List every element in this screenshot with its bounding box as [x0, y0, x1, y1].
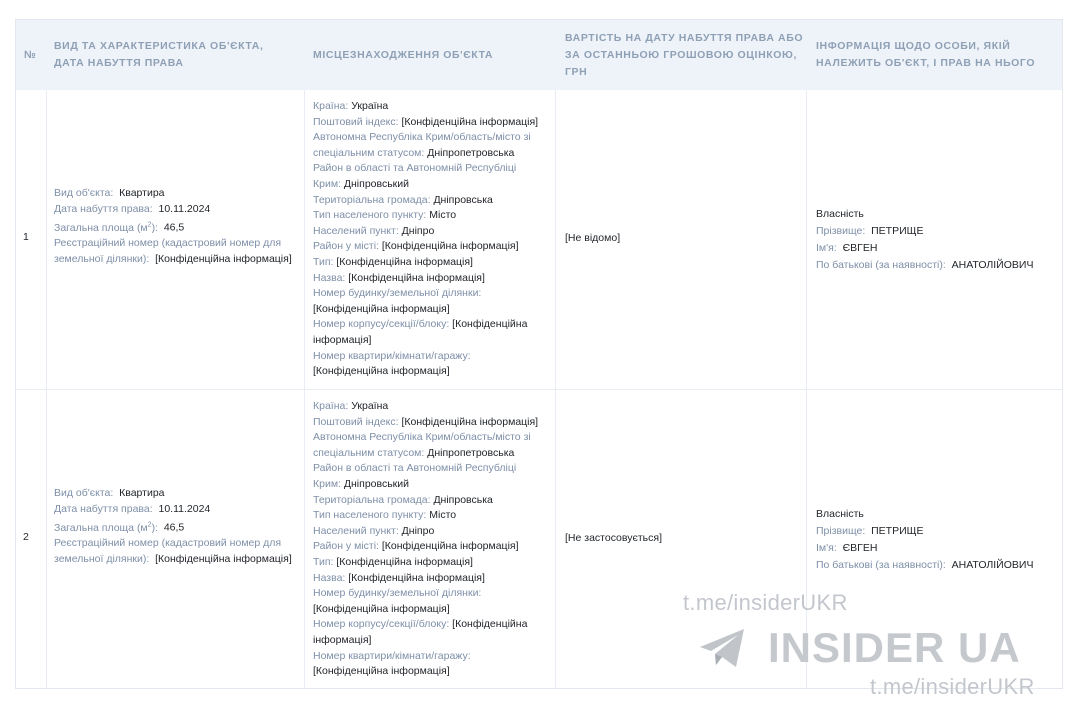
location-label: Номер корпусу/секції/блоку:	[313, 618, 450, 631]
table-header	[16, 20, 1062, 90]
value-cell: [Не відомо]	[565, 232, 621, 244]
location-label: Район в області та Автономній Республіці Крим:	[313, 462, 517, 490]
right-type: Власність	[816, 508, 864, 520]
patronymic-label: По батькові (за наявності):	[816, 559, 946, 571]
name-label: Ім'я:	[816, 242, 837, 254]
type-value: Квартира	[119, 187, 165, 199]
location-value: [Конфіденційна інформація]	[313, 618, 528, 646]
location-cell	[313, 99, 545, 380]
row-number: 1	[23, 231, 29, 243]
location-value: Україна	[351, 100, 389, 112]
location-label: Країна:	[313, 400, 349, 412]
reg-label: Реєстраційний номер (кадастровий номер для земельної ділянки):	[54, 537, 282, 565]
location-label: Автономна Республіка Крим/область/місто зі спеціальним статусом:	[313, 431, 531, 459]
patronymic-value: АНАТОЛІЙОВИЧ	[951, 259, 1034, 271]
location-value: [Конфіденційна інформація]	[313, 318, 528, 346]
watermark-link-top: t.me/insiderUKR	[683, 590, 848, 615]
watermark-brand: INSIDER UA	[768, 624, 1021, 671]
location-label: Номер корпусу/секції/блоку:	[313, 318, 450, 331]
location-value: Місто	[429, 209, 457, 222]
location-label: Тип:	[313, 555, 334, 568]
location-value: [Конфіденційна інформація]	[313, 365, 450, 378]
owner-cell	[816, 506, 1056, 574]
value-cell: [Не застосовується]	[565, 532, 662, 544]
patronymic-label: По батькові (за наявності):	[816, 259, 946, 271]
location-value: Дніпропетровська	[427, 446, 515, 459]
name-label: Ім'я:	[816, 542, 837, 554]
row-number: 2	[23, 531, 29, 543]
location-value: Дніпро	[401, 224, 435, 237]
location-value: [Конфіденційна інформація]	[336, 255, 473, 268]
location-label: Автономна Республіка Крим/область/місто зі спеціальним статусом:	[313, 131, 531, 159]
location-label: Тип:	[313, 255, 334, 268]
location-value: [Конфіденційна інформація]	[336, 555, 473, 568]
location-value: Дніпро	[401, 524, 435, 537]
telegram-plane-icon	[698, 627, 746, 669]
surname-label: Прізвище:	[816, 225, 866, 237]
location-value: Дніпровський	[343, 177, 410, 190]
object-cell	[54, 486, 294, 567]
area-value: 46,5	[163, 221, 185, 234]
location-label: Район у місті:	[313, 240, 379, 253]
location-value: [Конфіденційна інформація]	[381, 240, 519, 253]
location-value: [Конфіденційна інформація]	[401, 415, 539, 428]
location-label: Район у місті:	[313, 540, 379, 553]
location-label: Населений пункт:	[313, 224, 399, 237]
area-label: Загальна площа $(м^2)$:	[54, 221, 158, 234]
header-location: МІСЦЕЗНАХОДЖЕННЯ ОБ'ЄКТА	[313, 48, 494, 61]
location-value: [Конфіденційна інформація]	[401, 115, 539, 128]
location-label: Номер будинку/земельної ділянки:	[313, 287, 482, 300]
location-label: Тип населеного пункту:	[313, 209, 427, 222]
surname-label: Прізвище:	[816, 525, 866, 537]
location-label: Номер квартири/кімнати/гаражу:	[313, 649, 471, 662]
location-label: Територіальна громада:	[313, 193, 431, 206]
patronymic-value: АНАТОЛІЙОВИЧ	[951, 559, 1034, 571]
object-cell	[54, 186, 294, 267]
owner-cell	[816, 206, 1056, 274]
name-value: ЄВГЕН	[842, 542, 878, 554]
area-label: Загальна площа $(м^2)$:	[54, 521, 158, 534]
location-label: Населений пункт:	[313, 524, 399, 537]
location-label: Назва:	[313, 271, 346, 284]
location-cell	[313, 399, 545, 680]
location-value: Дніпровський	[343, 477, 410, 490]
location-value: [Конфіденційна інформація]	[381, 540, 519, 553]
date-value: 10.11.2024	[158, 202, 211, 215]
watermark-logo	[698, 624, 1021, 672]
type-label: Вид об'єкта:	[54, 487, 114, 499]
surname-value: ПЕТРИЩЕ	[871, 525, 924, 537]
location-value: [Конфіденційна інформація]	[348, 571, 485, 584]
location-value: Дніпропетровська	[427, 146, 515, 159]
location-label: Тип населеного пункту:	[313, 509, 427, 522]
location-label: Країна:	[313, 100, 349, 112]
property-table	[15, 19, 1063, 689]
right-type: Власність	[816, 208, 864, 220]
location-label: Територіальна громада:	[313, 493, 431, 506]
location-value: [Конфіденційна інформація]	[313, 665, 450, 678]
header-number: №	[24, 48, 37, 61]
reg-value: [Конфіденційна інформація]	[155, 552, 292, 565]
date-label: Дата набуття права:	[54, 502, 153, 515]
type-value: Квартира	[119, 487, 165, 499]
location-label: Назва:	[313, 571, 346, 584]
reg-label: Реєстраційний номер (кадастровий номер для земельної ділянки):	[54, 237, 282, 265]
date-value: 10.11.2024	[158, 502, 211, 515]
location-label: Номер будинку/земельної ділянки:	[313, 587, 482, 600]
location-value: Україна	[351, 400, 389, 412]
watermark-link-bottom: t.me/insiderUKR	[870, 674, 1035, 699]
header-value: ВАРТІСТЬ НА ДАТУ НАБУТТЯ ПРАВА АБО ЗА ОСТАННЬОЮ ГРОШОВОЮ ОЦІНКОЮ, ГРН	[565, 31, 804, 78]
location-value: Дніпровська	[433, 493, 493, 506]
location-value: [Конфіденційна інформація]	[313, 302, 450, 315]
header-object: ВИД ТА ХАРАКТЕРИСТИКА ОБ'ЄКТА, ДАТА НАБУТТЯ ПРАВА	[54, 40, 264, 69]
date-label: Дата набуття права:	[54, 202, 153, 215]
location-label: Поштовий індекс:	[313, 415, 399, 428]
table-row	[16, 90, 1062, 389]
location-label: Район в області та Автономній Республіці Крим:	[313, 162, 517, 190]
location-value: [Конфіденційна інформація]	[348, 271, 485, 284]
area-value: 46,5	[163, 521, 185, 534]
header-owner: ІНФОРМАЦІЯ ЩОДО ОСОБИ, ЯКІЙ НАЛЕЖИТЬ ОБ'ЄКТ, І ПРАВ НА НЬОГО	[816, 40, 1036, 69]
reg-value: [Конфіденційна інформація]	[155, 252, 292, 265]
location-label: Номер квартири/кімнати/гаражу:	[313, 349, 471, 362]
location-value: Місто	[429, 509, 457, 522]
type-label: Вид об'єкта:	[54, 187, 114, 199]
location-value: [Конфіденційна інформація]	[313, 602, 450, 615]
surname-value: ПЕТРИЩЕ	[871, 225, 924, 237]
name-value: ЄВГЕН	[842, 242, 878, 254]
location-value: Дніпровська	[433, 193, 493, 206]
location-label: Поштовий індекс:	[313, 115, 399, 128]
